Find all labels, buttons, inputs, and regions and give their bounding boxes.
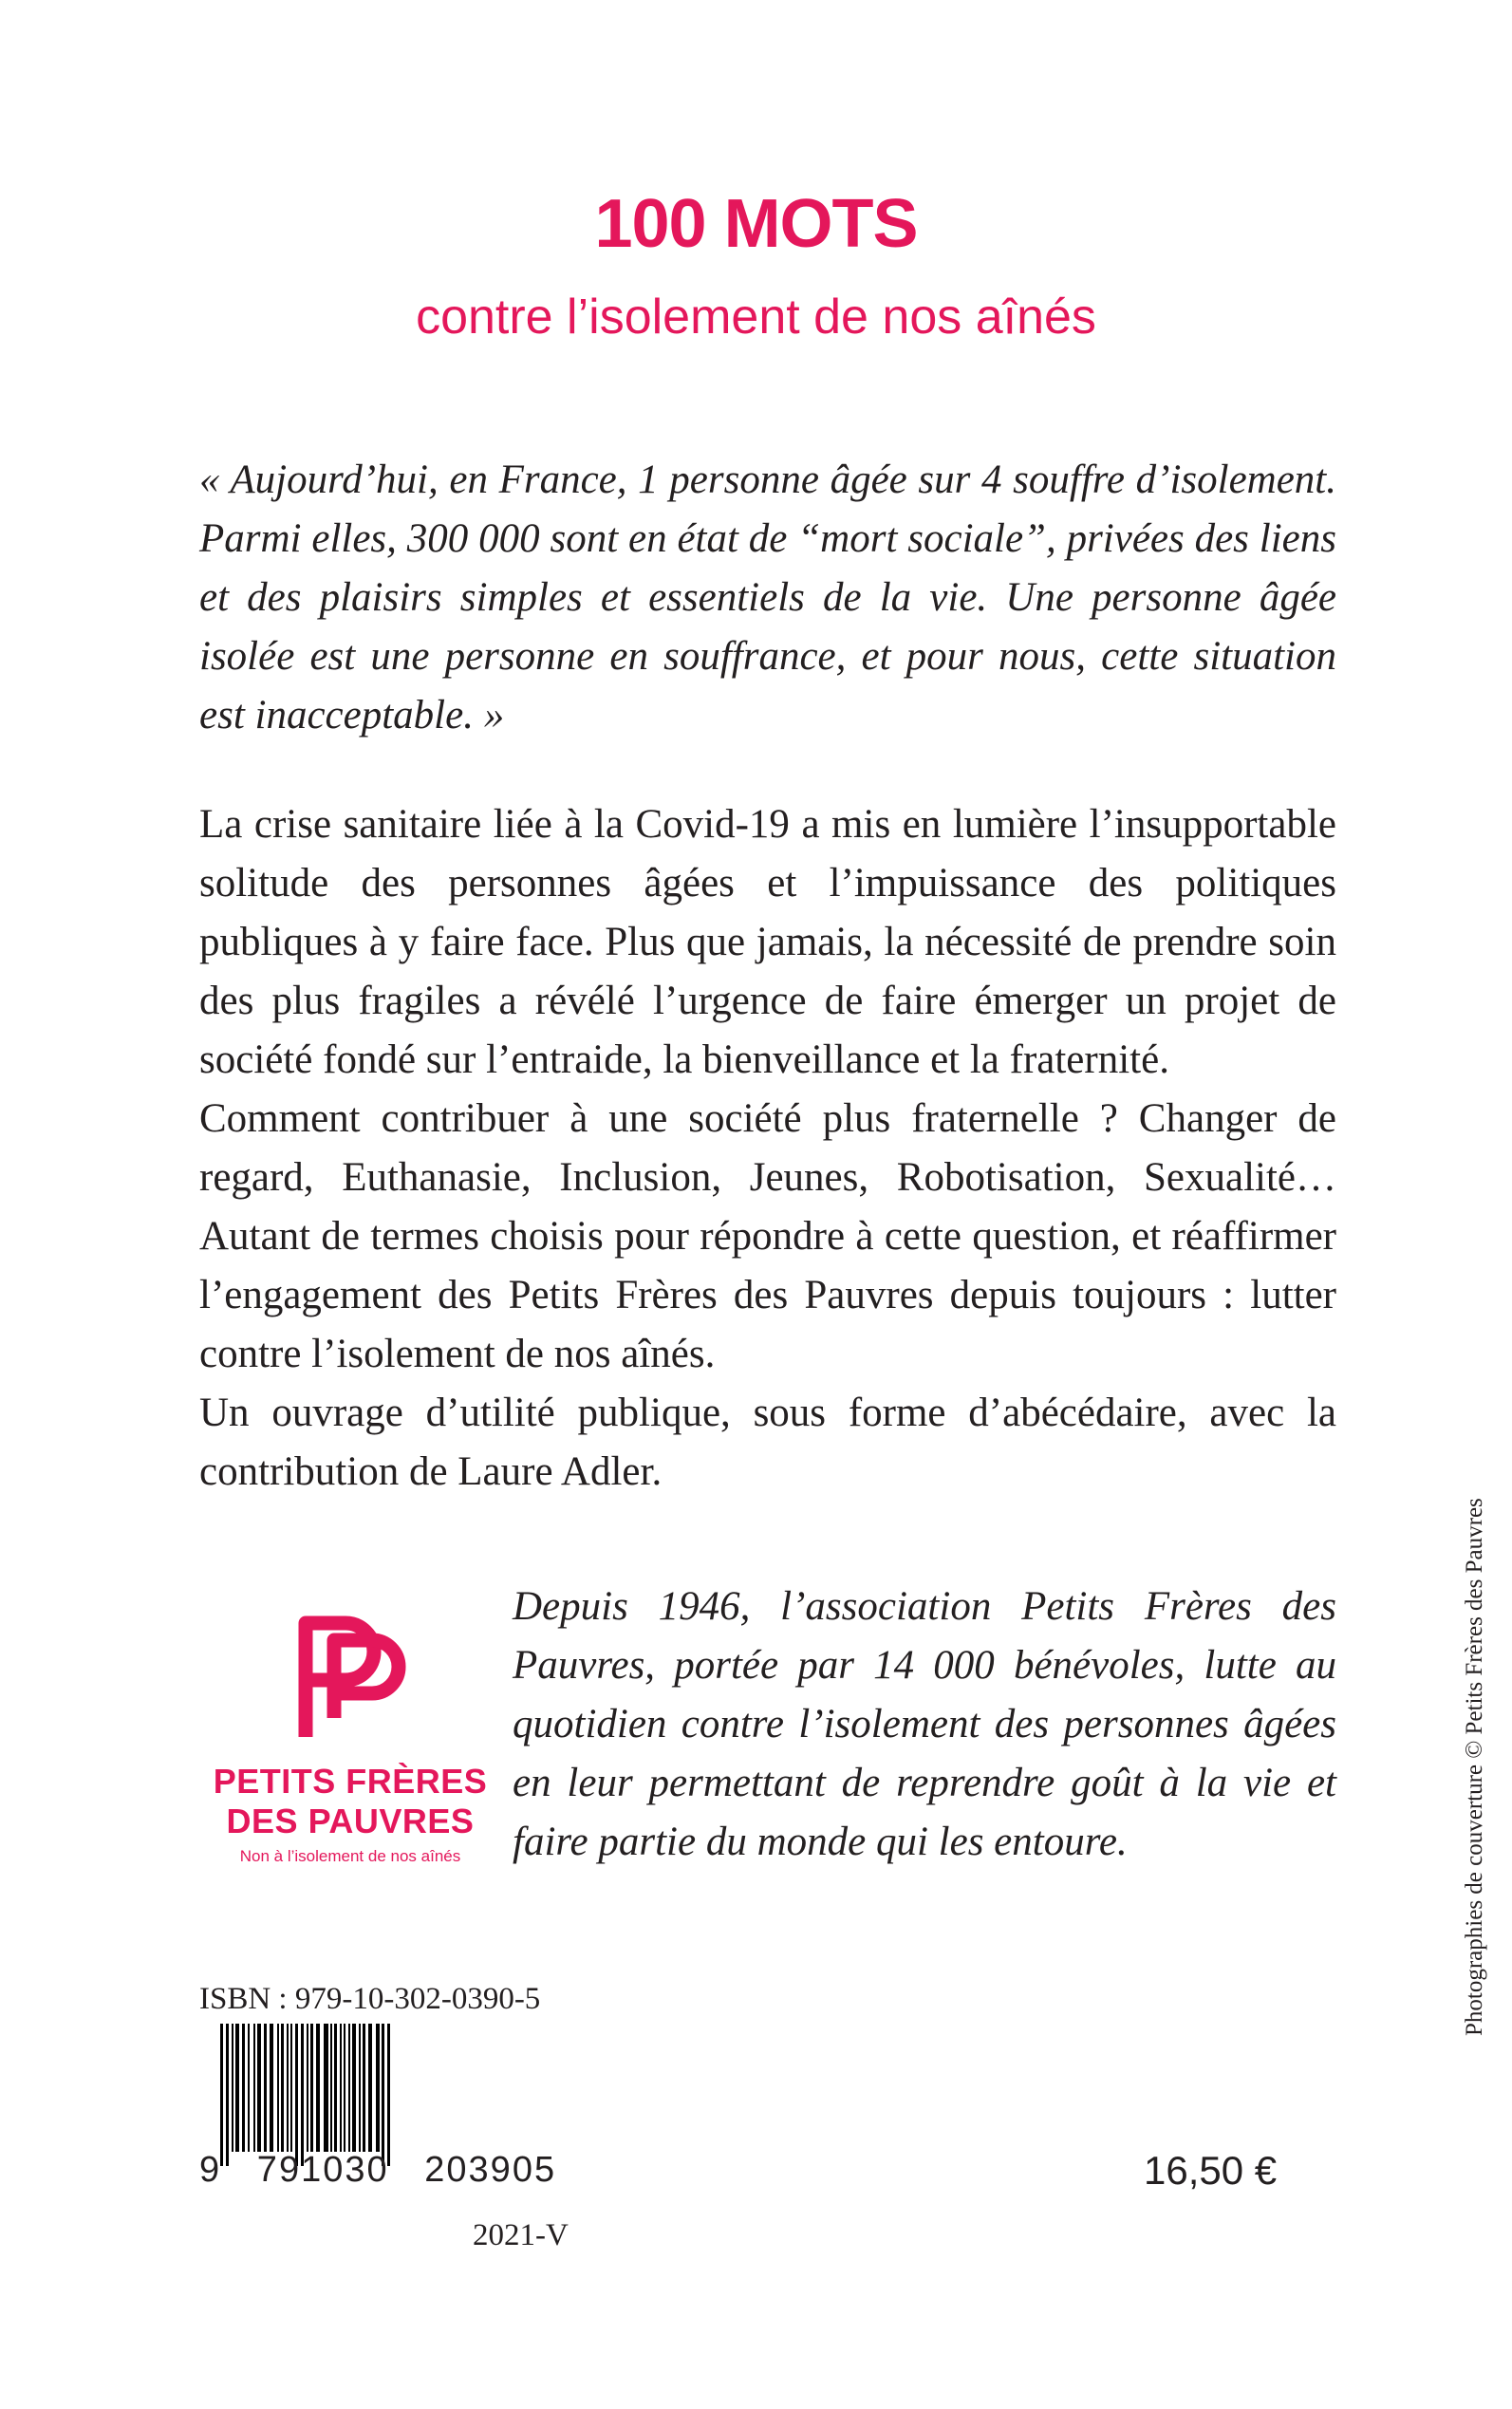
barcode-bar (316, 2024, 320, 2152)
barcode-bar (382, 2024, 384, 2166)
body-paragraph: Un ouvrage d’utilité publique, sous forme d’abécédaire, avec la contribution de Laure Adler. (199, 1391, 1336, 1494)
edition-code: 2021-V (473, 2218, 569, 2252)
barcode-bar (352, 2024, 356, 2152)
barcode-bar (295, 2024, 298, 2166)
logo-name: PETITS FRÈRES DES PAUVRES (213, 1762, 488, 1840)
barcode-bar (290, 2024, 292, 2152)
barcode-bar (270, 2024, 273, 2152)
barcode-bar (340, 2024, 342, 2152)
barcode-bar (387, 2024, 390, 2166)
barcode-bar (253, 2024, 255, 2152)
barcode-bar (334, 2024, 337, 2152)
body-paragraph: La crise sanitaire liée à la Covid-19 a mis en lumière l’insupportable solitude des personnes âgées et l’impuissance des politiques publiques à y faire face. Plus que jamais, la nécessité de prendre soin des plus fragiles a révélé l’urgence de faire émerger un projet de société fondé sur l’entraide, la bienveillance et la fraternité. (199, 802, 1336, 1082)
barcode (199, 2024, 588, 2166)
body-text (199, 795, 1336, 1502)
association-logo (213, 1604, 488, 1866)
barcode-bar (324, 2024, 328, 2152)
barcode-bar (257, 2024, 261, 2152)
barcode-bar (232, 2024, 233, 2152)
barcode-bar (348, 2024, 350, 2152)
barcode-bar (344, 2024, 345, 2152)
barcode-bar (368, 2024, 372, 2152)
barcode-bar (277, 2024, 279, 2152)
book-title: 100 MOTS (594, 186, 918, 262)
barcode-bar (264, 2024, 267, 2152)
barcode-bar (359, 2024, 361, 2152)
photo-credit: Photographies de couverture © Petits Frères des Pauvres (1462, 1498, 1487, 2036)
barcode-bar (220, 2024, 223, 2166)
barcode-bar (301, 2024, 304, 2166)
barcode-bar (235, 2024, 239, 2152)
barcode-bar (287, 2024, 289, 2152)
barcode-bar (248, 2024, 250, 2152)
price: 16,50 € (1144, 2148, 1278, 2193)
association-text: Depuis 1946, l’association Petits Frères des Pauvres, portée par 14 000 bénévoles, lutte au quotidien contre l’isolement des personnes âgées en leur permettant de reprendre goût à la vie et faire partie du monde qui les entoure. (513, 1584, 1336, 1864)
barcode-digits: 9 791030 203905 (199, 2150, 557, 2190)
barcode-bar (376, 2024, 380, 2152)
barcode-bar (281, 2024, 284, 2152)
logo-tagline: Non à l’isolement de nos aînés (239, 1847, 461, 1865)
body-paragraph: Comment contribuer à une société plus fraternelle ? Changer de regard, Euthanasie, Inclusion, Jeunes, Robotisation, Sexualité… Autant de termes choisis pour répondre à cette question, et réaffirmer l’engagement des Petits Frères des Pauvres depuis toujours : lutter contre l’isolement de nos aînés. (199, 1096, 1336, 1376)
barcode-bar (307, 2024, 308, 2152)
quote-text: « Aujourd’hui, en France, 1 personne âgée sur 4 souffre d’isolement. Parmi elles, 300 000 sont en état de “mort sociale”, privées des liens et des plaisirs simples et essentiels de la vie. Une personne âgée isolée est une personne en souffrance, et pour nous, cette situation est inacceptable. » (199, 458, 1336, 738)
isbn-label: ISBN : 979-10-302-0390-5 (199, 1982, 541, 2016)
barcode-bar (330, 2024, 332, 2152)
book-subtitle: contre l’isolement de nos aînés (416, 289, 1096, 345)
barcode-bar (310, 2024, 313, 2152)
barcode-bar (226, 2024, 229, 2166)
pp-logo-icon (279, 1604, 421, 1746)
barcode-bar (242, 2024, 245, 2152)
barcode-bar (363, 2024, 365, 2152)
